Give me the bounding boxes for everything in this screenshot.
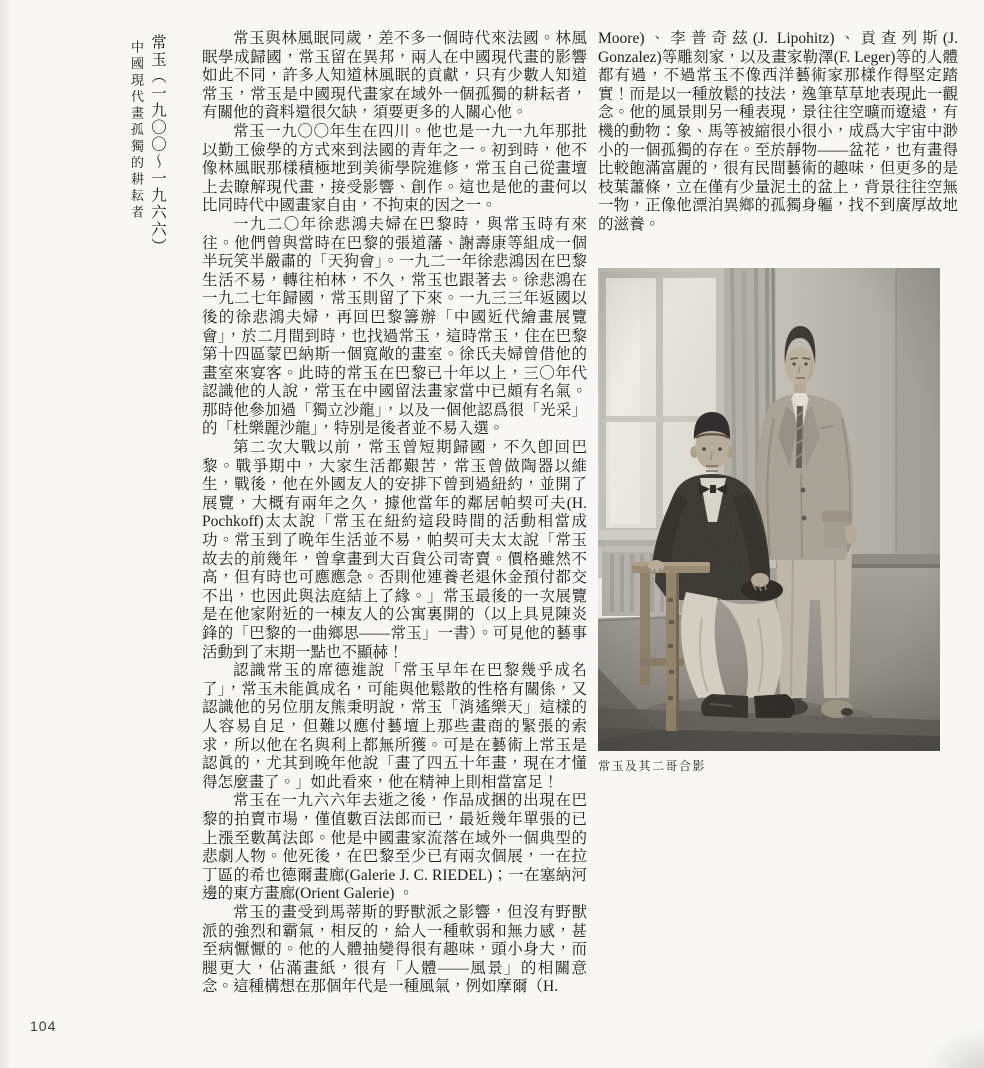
scan-left-edge (0, 0, 10, 1068)
photo-sanyu-and-brother-image (598, 268, 940, 751)
page-number: 104 (30, 1018, 57, 1034)
paragraph-5: 認識常玉的席德進說「常玉早年在巴黎幾乎成名了」，常玉未能眞成名，可能與他鬆散的性格有關係，又認識他的另位朋友熊秉明說，常玉「消遙樂天」這樣的人容易自足，但難以應付藝壇上那些畫商的緊張的索求，所以他在名與利上都無所獲。可是在藝術上常玉是認眞的，尤其到晚年他說「畫了四五十年畫，現在才懂得怎麼畫了。」如此看來，他在精神上則相當富足！ (202, 662, 587, 791)
page-subtitle-vertical: 中國現代畫孤獨的耕耘者 (129, 40, 144, 222)
paragraph-4: 第二次大戰以前，常玉曾短期歸國，不久卽回巴黎。戰爭期中，大家生活都艱苦，常玉曾做陶器以維生，戰後，他在外國友人的安排下曾到過紐約，並開了展覽，大概有兩年之久，據他當年的鄰居帕契可夫(H. Pochkoff)太太說「常玉在紐約這段時間的活動相當成功。常玉到了晚年生活並不易，帕契可夫太太說「常玉故去的前幾年，曾拿畫到大百貨公司寄賣。價格雖然不高，但有時也可應應急。否則他連養老退休金預付都交不出，也因此與法庭結上了緣。」常玉最後的一次展覽是在他家附近的一棟友人的公寓裏開的（以上具見陳炎鋒的「巴黎的一曲鄉思——常玉」一書）。可見他的藝事活動到了末期一點也不顯赫！ (202, 439, 587, 661)
page-title-vertical: 常玉（一九〇〇～一九六六） (149, 34, 166, 255)
paragraph-6: 常玉在一九六六年去逝之後，作品成捆的出現在巴黎的拍賣市場，僅值數百法郎而已，最近幾年單張的已上漲至數萬法郎。他是中國畫家流落在域外一個典型的悲劇人物。他死後，在巴黎至少已有兩次個展，一在拉丁區的希也德爾畫廊(Galerie J. C. RIEDEL)；一在塞納河邊的東方畫廊(Orient Galerie) 。 (202, 792, 587, 903)
photo-caption: 常玉及其二哥合影 (598, 759, 707, 773)
paragraph-3: 一九二〇年徐悲鴻夫婦在巴黎時，與常玉時有來往。他們曾與當時在巴黎的張道藩、謝壽康等組成一個半玩笑半嚴肅的「天狗會」。一九二一年徐悲鴻因在巴黎生活不易，轉往柏林，不久，常玉也跟著去。徐悲鴻在一九二七年歸國，常玉則留了下來。一九三三年返國以後的徐悲鴻夫婦，再回巴黎籌辦「中國近代繪畫展覽會」，於二月間到時，也找過常玉，這時常玉，住在巴黎第十四區蒙巴納斯一個寬敞的畫室。徐氏夫婦曾借他的畫室來宴客。此時的常玉在巴黎已十年以上，三〇年代認識他的人說，常玉在中國留法畫家當中已頗有名氣。那時他參加過「獨立沙龍」，以及一個他認爲很「光采」的「杜樂麗沙龍」，特別是後者並不易入選。 (202, 215, 587, 438)
paragraph-1: 常玉與林風眠同歲，差不多一個時代來法國。林風眠學成歸國，常玉留在異邦，兩人在中國現代畫的影響如此不同，許多人知道林風眠的貢獻，只有少數人知道常玉，常玉是中國現代畫家在域外一個孤獨的耕耘者，有關他的資料還很欠缺，須要更多的人關心他。 (202, 30, 587, 122)
paragraph-2: 常玉一九〇〇年生在四川。他也是一九一九年那批以勤工儉學的方式來到法國的青年之一。初到時，他不像林風眠那樣積極地到美術學院進修，常玉自己從畫壇上去瞭解現代畫，接受影響、創作。這也是他的畫何以比同時代中國畫家自由，不拘束的因之一。 (202, 122, 587, 215)
photo-figure (598, 268, 940, 774)
paragraph-7: 常玉的畫受到馬蒂斯的野獸派之影響，但沒有野獸派的強烈和霸氣，相反的，給人一種軟弱和無力感，甚至病懨懨的。他的人體抽變得很有趣味，頭小身大，而腿更大，佔滿畫紙，很有「人體——風景」的相關意念。這種構想在那個年代是一種風氣，例如摩爾（H. (202, 903, 587, 996)
text-column-right (598, 30, 958, 235)
scan-corner-smudge (924, 1028, 984, 1068)
text-column-left (202, 30, 587, 997)
paragraph-continuation: Moore)、李普奇茲(J. Lipohitz)、貢查列斯(J. Gonzalez)等雕刻家，以及畫家勒澤(F. Leger)等的人體都有過，不過常玉不像西洋藝術家那樣作得堅定踏實！而是以一種放鬆的技法，逸筆草草地表現此一觀念。他的風景則另一種表現，景往往空曠而遼遠，有機的動物：象、馬等被縮很小很小，成爲大宇宙中渺小的一個孤獨的存在。至於靜物——盆花，也有畫得比較飽滿富麗的，很有民間藝術的趣味，但更多的是枝葉蕭條，立在僅有少量泥土的盆上，背景往往空無一物，正像他漂泊異鄉的孤獨身軀，找不到廣厚故地的滋養。 (598, 30, 958, 233)
